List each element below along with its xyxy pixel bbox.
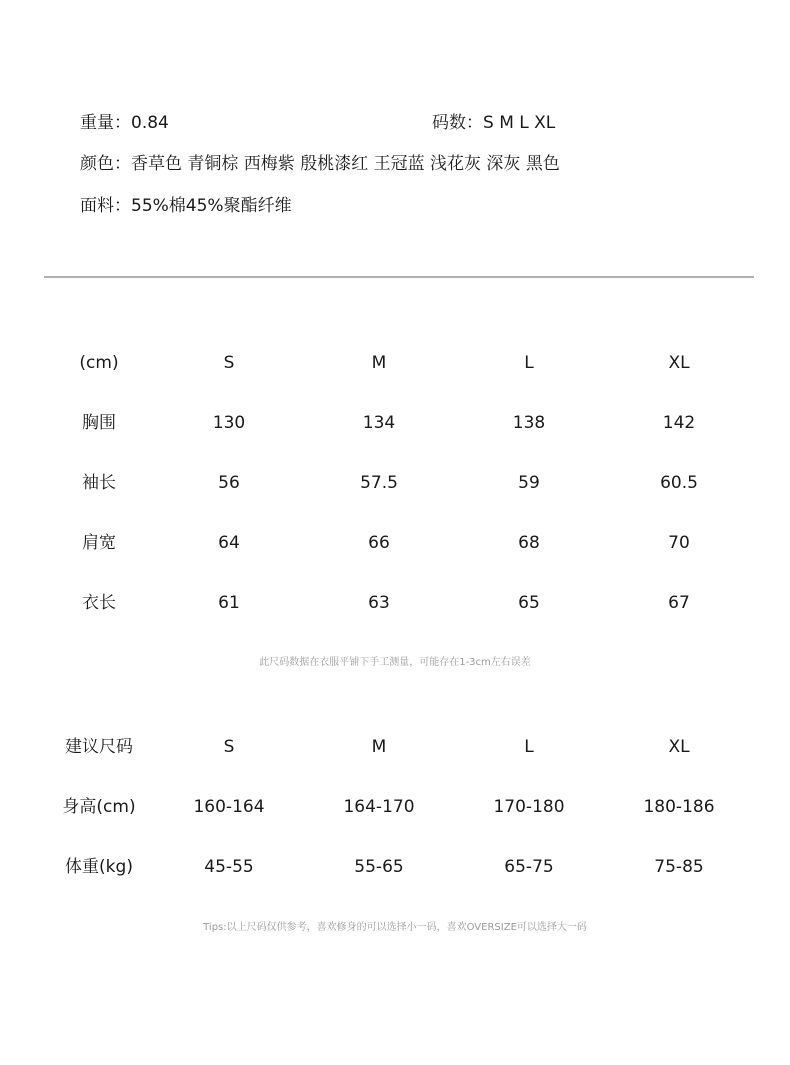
table-cell: 63: [368, 593, 390, 613]
table-cell: 67: [668, 593, 690, 613]
fabric-info: 面料：55%棉45%聚酯纤维: [80, 196, 292, 216]
measure-note: 此尺码数据在衣服平铺下手工测量，可能存在1-3cm左右误差: [259, 657, 531, 668]
table-cell: 134: [362, 413, 396, 433]
table-header-cell: (cm): [79, 353, 119, 373]
tips-note: Tips:以上尺码仅供参考，喜欢修身的可以选择小一码，喜欢OVERSIZE可以选择大一码: [203, 922, 587, 933]
row-label: 身高(cm): [62, 797, 136, 817]
table-header-cell: M: [371, 737, 387, 757]
table-cell: 68: [518, 533, 540, 553]
table-cell: 160-164: [193, 797, 265, 817]
table-cell: 164-170: [343, 797, 415, 817]
table-cell: 64: [218, 533, 240, 553]
table-cell: 130: [212, 413, 246, 433]
table-cell: 59: [518, 473, 540, 493]
table-cell: 180-186: [643, 797, 715, 817]
row-label: 胸围: [82, 413, 116, 433]
table-header-cell: 建议尺码: [65, 737, 133, 757]
table-cell: 57.5: [360, 473, 398, 493]
table-header-cell: M: [371, 353, 387, 373]
table-header-cell: S: [223, 353, 235, 373]
table-cell: 70: [668, 533, 690, 553]
row-label: 体重(kg): [65, 857, 133, 877]
table-cell: 65: [518, 593, 540, 613]
table-cell: 55-65: [354, 857, 404, 877]
table-cell: 138: [512, 413, 546, 433]
table-header-cell: L: [524, 737, 534, 757]
row-label: 肩宽: [82, 533, 116, 553]
table-cell: 170-180: [493, 797, 565, 817]
table-header-cell: XL: [668, 353, 690, 373]
table-header-cell: S: [223, 737, 235, 757]
table-cell: 61: [218, 593, 240, 613]
table-cell: 142: [662, 413, 696, 433]
row-label: 袖长: [82, 473, 116, 493]
section-divider: [44, 276, 754, 278]
table-cell: 45-55: [204, 857, 254, 877]
table-cell: 60.5: [660, 473, 698, 493]
table-cell: 66: [368, 533, 390, 553]
table-cell: 56: [218, 473, 240, 493]
weight-info: 重量：0.84: [80, 113, 169, 133]
table-cell: 75-85: [654, 857, 704, 877]
table-header-cell: L: [524, 353, 534, 373]
row-label: 衣长: [82, 593, 116, 613]
colors-info: 颜色：香草色 青铜棕 西梅紫 殷桃漆红 王冠蓝 浅花灰 深灰 黑色: [80, 154, 560, 174]
table-header-cell: XL: [668, 737, 690, 757]
sizes-info: 码数：S M L XL: [432, 113, 556, 133]
table-cell: 65-75: [504, 857, 554, 877]
